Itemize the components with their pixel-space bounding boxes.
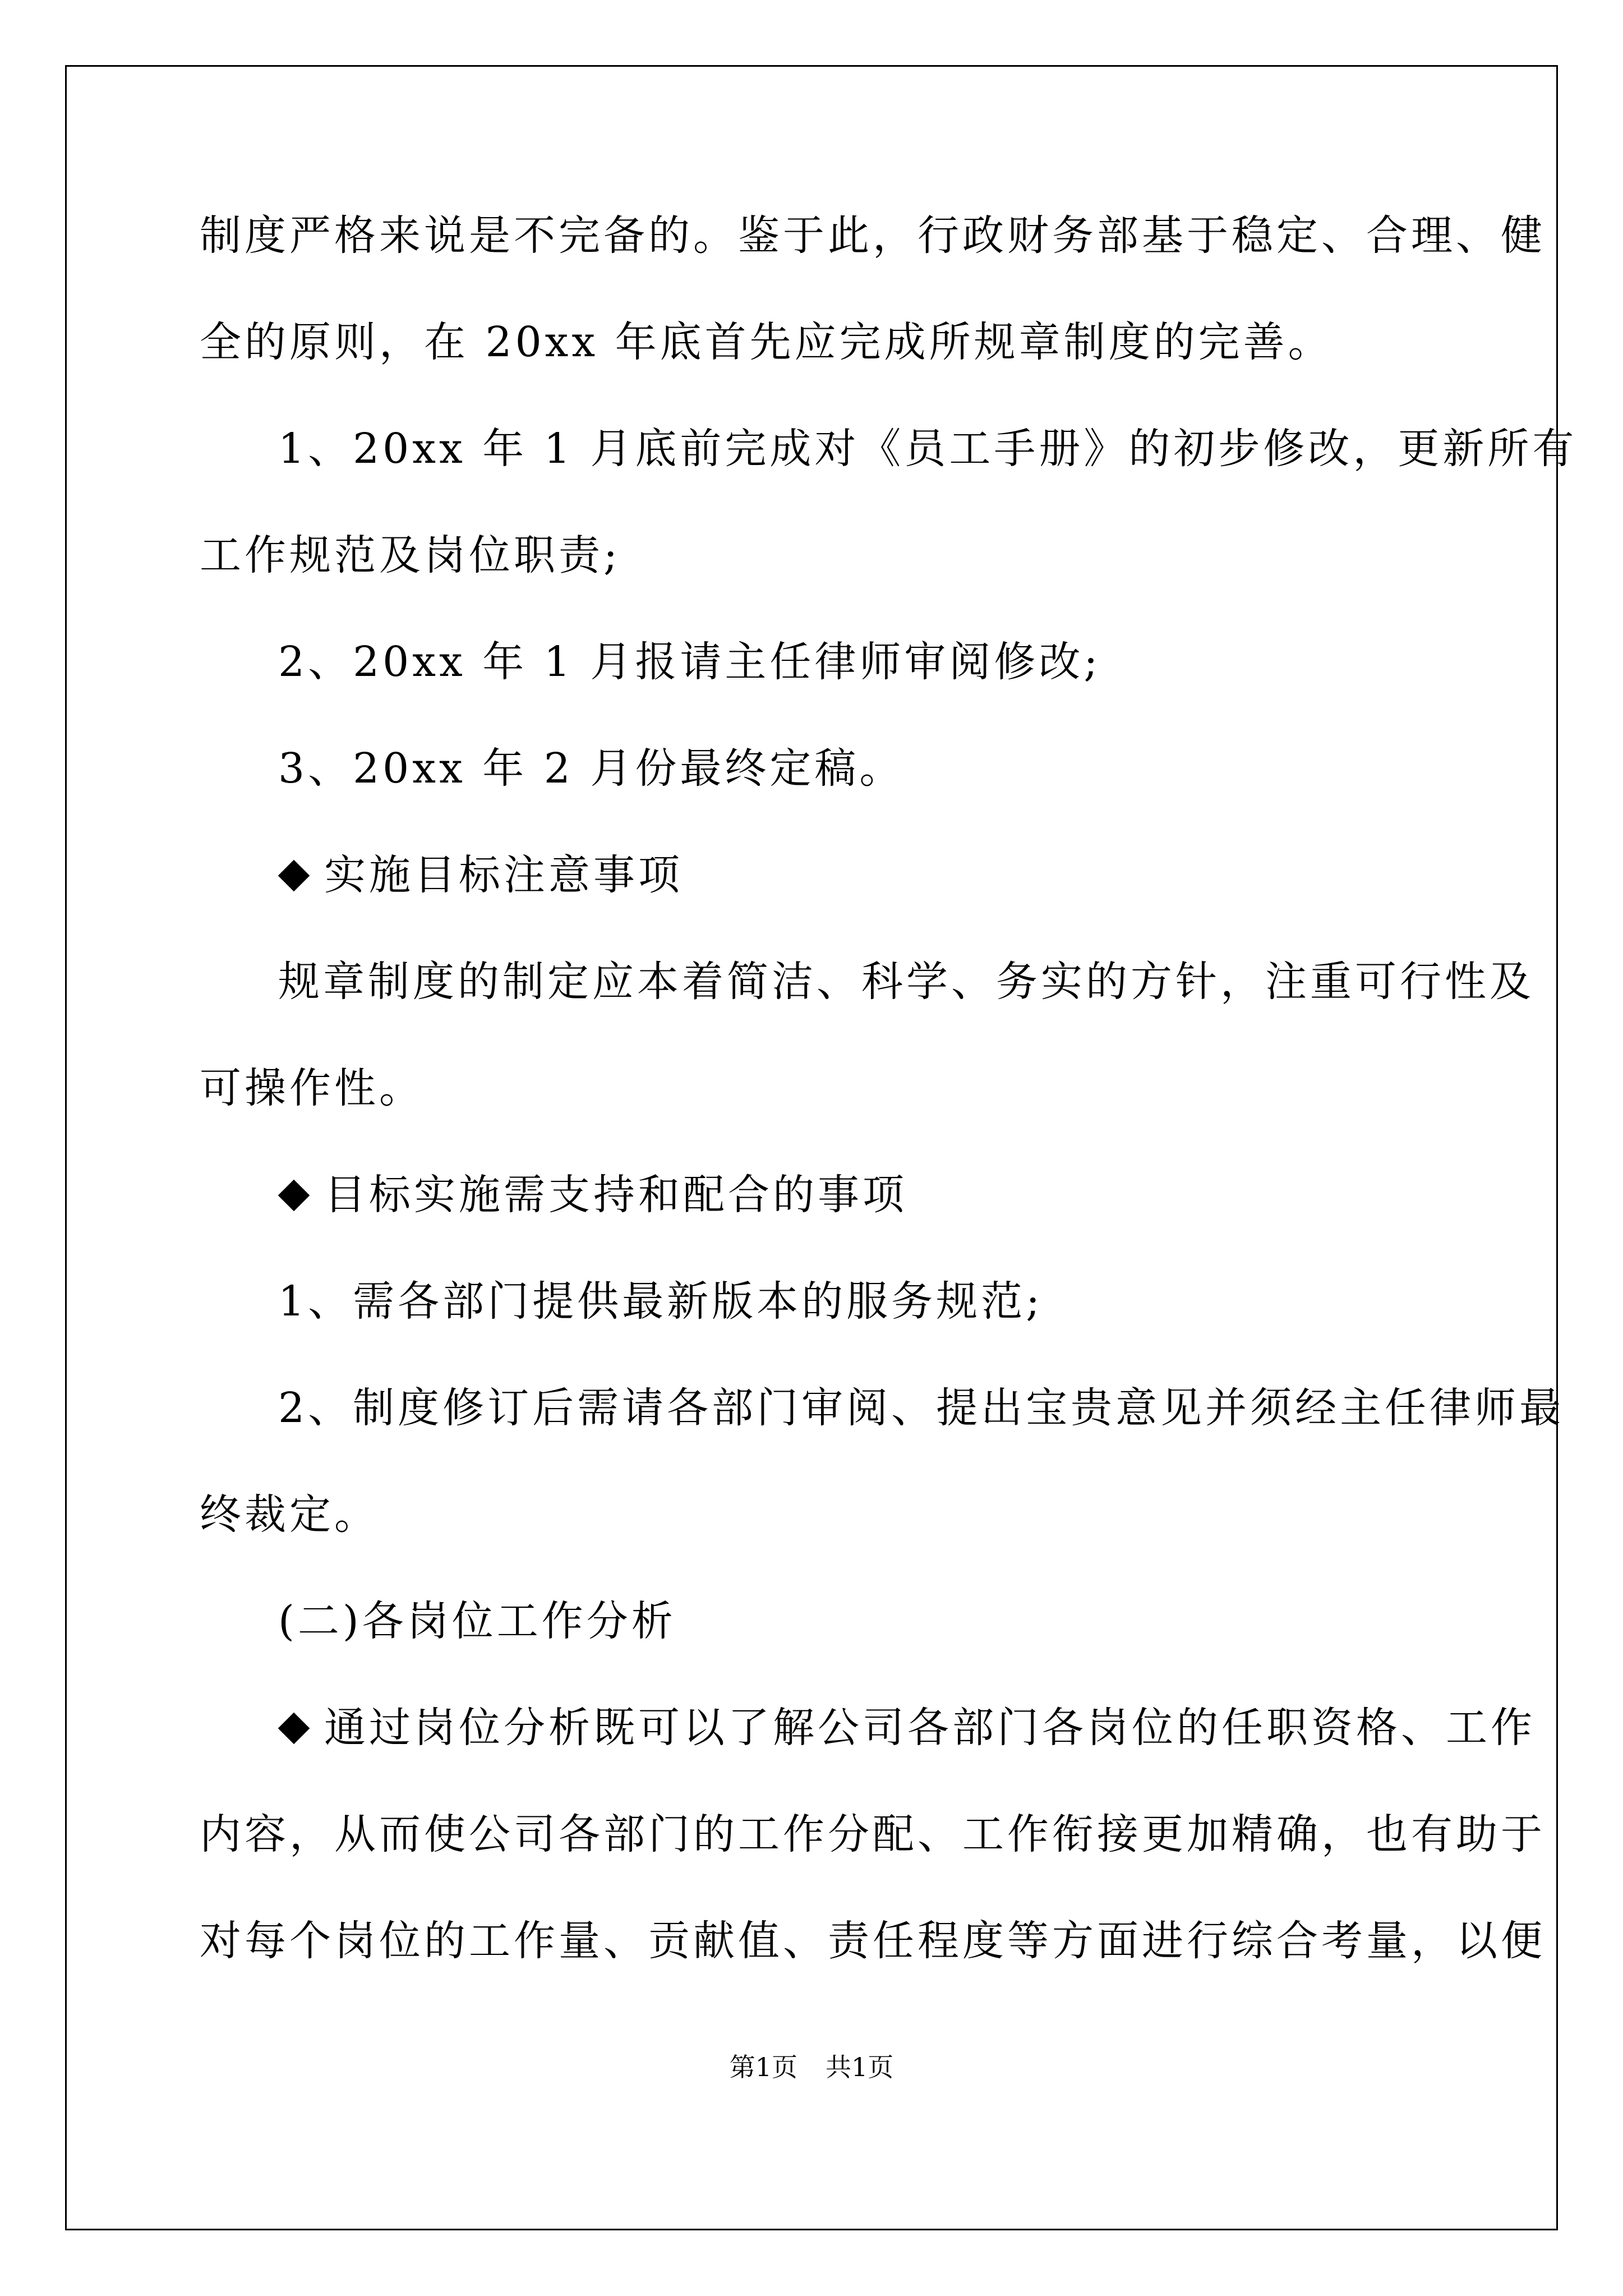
section-heading: (二)各岗位工作分析 [278, 1597, 676, 1645]
bullet-heading-text: 实施目标注意事项 [324, 851, 683, 899]
text-line: 制度严格来说是不完备的。鉴于此，行政财务部基于稳定、合理、健 [200, 211, 1546, 260]
text-line: 3、20xx 年 2 月份最终定稿。 [278, 744, 905, 793]
page-number-current: 第1页 [729, 2052, 797, 2082]
text-line: 规章制度的制定应本着简洁、科学、务实的方针，注重可行性及 [278, 958, 1534, 1006]
text-line: 对每个岗位的工作量、贡献值、责任程度等方面进行综合考量，以便 [200, 1917, 1546, 1965]
diamond-bullet-icon [278, 1712, 310, 1744]
diamond-bullet-icon [278, 1179, 310, 1211]
text-line: 2、20xx 年 1 月报请主任律师审阅修改; [278, 638, 1101, 686]
bullet-paragraph [278, 1694, 1536, 1761]
text-line: 1、20xx 年 1 月底前完成对《员工手册》的初步修改，更新所有 [278, 425, 1578, 473]
text-line: 终裁定。 [200, 1490, 379, 1539]
bullet-heading [278, 1161, 907, 1228]
text-line: 全的原则，在 20xx 年底首先应完成所规章制度的完善。 [200, 318, 1333, 366]
page-footer [0, 2047, 1623, 2087]
text-line: 2、制度修订后需请各部门审阅、提出宝贵意见并须经主任律师最 [278, 1384, 1565, 1432]
bullet-heading [278, 841, 683, 909]
page-border [65, 65, 1578, 2230]
page-number-total: 共1页 [826, 2052, 894, 2082]
bullet-paragraph-text: 通过岗位分析既可以了解公司各部门各岗位的任职资格、工作 [324, 1704, 1536, 1752]
bullet-heading-text: 目标实施需支持和配合的事项 [324, 1171, 907, 1219]
text-line: 工作规范及岗位职责; [200, 531, 621, 579]
diamond-bullet-icon [278, 859, 310, 891]
text-line: 1、需各部门提供最新版本的服务规范; [278, 1277, 1044, 1326]
text-line: 可操作性。 [200, 1064, 424, 1112]
text-line: 内容，从而使公司各部门的工作分配、工作衔接更加精确，也有助于 [200, 1810, 1546, 1858]
